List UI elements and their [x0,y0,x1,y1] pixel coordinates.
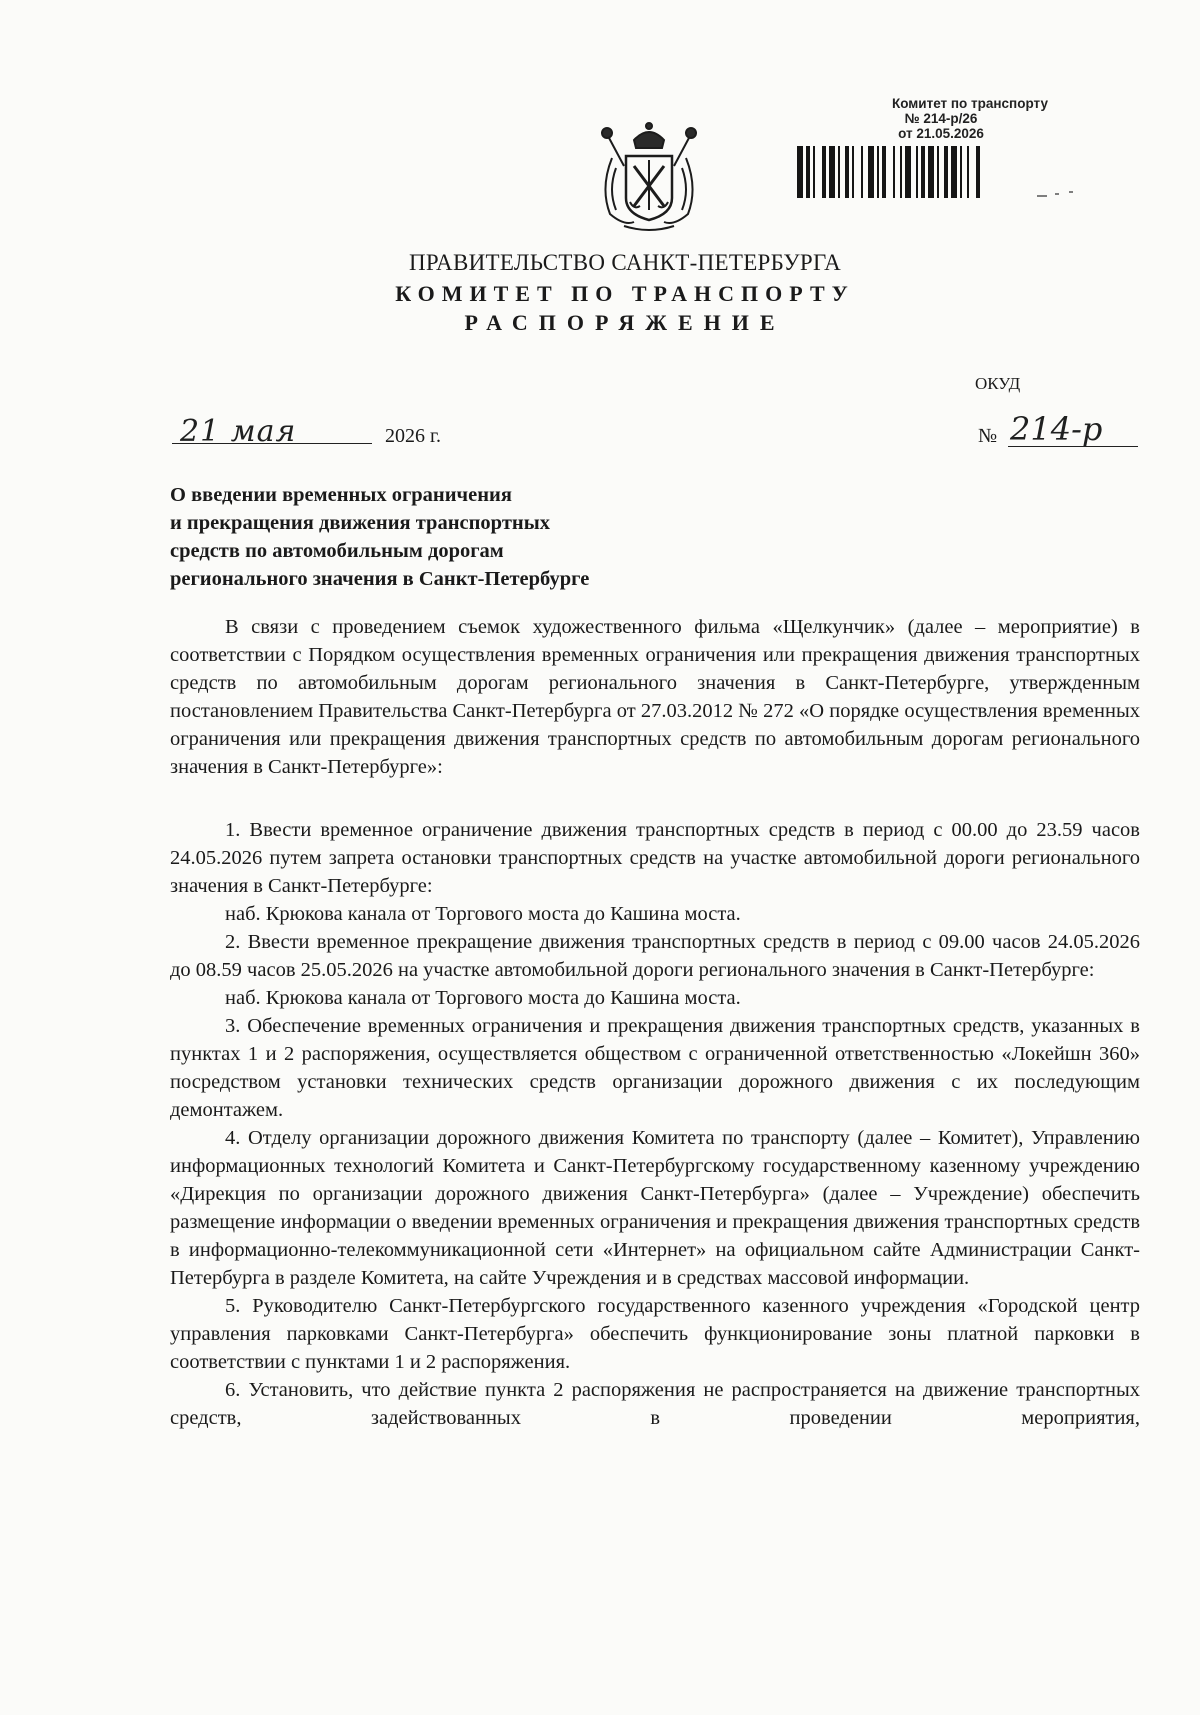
barcode-icon [797,146,1095,204]
handwritten-date: 21 мая [180,414,297,449]
handwritten-number: 214-р [1010,410,1103,448]
title-line: регионального значения в Санкт-Петербурге [170,568,590,590]
title-line: средств по автомобильным дорогам [170,540,504,562]
item-5-paragraph: 5. Руководителю Санкт-Петербургского государственного казенного учреждения «Городской центр управления парковками Санкт-Петербурга» обеспечить функционирование зоны платной парковки в соответствии с пунктами 1 и 2 распоряжения. [170,1295,1140,1373]
okud-label: ОКУД [975,374,1021,393]
document-type-heading: РАСПОРЯЖЕНИЕ [464,310,786,335]
number-underline [1008,446,1138,447]
title-line: и прекращения движения транспортных [170,512,550,534]
item-1-street: наб. Крюкова канала от Торгового моста до Кашина моста. [225,903,741,925]
item-3-paragraph: 3. Обеспечение временных ограничения и прекращения движения транспортных средств, указанных в пунктах 1 и 2 распоряжения, осуществляется обществом с ограниченной ответственностью «Локейшн 360» посредством установки технических средств организации дорожного движения с их последующим демонтажем. [170,1015,1140,1121]
stamp-date: от 21.05.2026 [898,126,984,141]
item-6-paragraph: 6. Установить, что действие пункта 2 распоряжения не распространяется на движение транспортных средств, задействованных в проведении мероприятия, [170,1379,1140,1429]
item-4-paragraph: 4. Отделу организации дорожного движения Комитета по транспорту (далее – Комитет), Управлению информационных технологий Комитета и Санкт-Петербургскому государственному казенному учреждению «Дирекция по организации дорожного движения Санкт-Петербурга» (далее – Учреждение) обеспечить размещение информации о введении временных ограничения и прекращения движения транспортных средств в информационно-телекоммуникационной сети «Интернет» на официальном сайте Администрации Санкт-Петербурга в разделе Комитета, на сайте Учреждения и в средствах массовой информации. [170,1127,1140,1289]
registration-stamp [845,96,1095,141]
committee-heading: КОМИТЕТ ПО ТРАНСПОРТУ [395,281,855,306]
government-heading: ПРАВИТЕЛЬСТВО САНКТ-ПЕТЕРБУРГА [408,250,842,275]
date-year: 2026 г. [385,425,441,447]
preamble-paragraph: В связи с проведением съемок художественного фильма «Щелкунчик» (далее – мероприятие) в соответствии с Порядком осуществления временных ограничения или прекращения движения транспортных средств по автомобильным дорогам регионального значения в Санкт-Петербурге, утвержденным постановлением Правительства Санкт-Петербурга от 27.03.2012 № 272 «О порядке осуществления временных ограничения или прекращения движения транспортных средств по автомобильным дорогам регионального значения в Санкт-Петербурге»: [170,616,1140,778]
title-line: О введении временных ограничения [170,484,512,506]
number-sign: № [978,425,998,447]
stamp-committee: Комитет по транспорту [891,96,1048,111]
item-2-street: наб. Крюкова канала от Торгового моста до Кашина моста. [225,987,741,1009]
document-body [170,613,1140,1432]
stamp-number: № 214-р/26 [904,111,978,126]
spb-coat-of-arms-icon [594,118,704,234]
document-title [170,481,730,593]
date-underline [172,443,372,444]
item-2-paragraph: 2. Ввести временное прекращение движения транспортных средств в период с 09.00 часов 24.05.2026 до 08.59 часов 25.05.2026 на участке автомобильной дороги регионального значения в Санкт-Петербурге: [170,931,1140,981]
item-1-paragraph: 1. Ввести временное ограничение движения транспортных средств в период с 00.00 до 23.59 часов 24.05.2026 путем запрета остановки транспортных средств на участке автомобильной дороги регионального значения в Санкт-Петербурге: [170,819,1140,897]
